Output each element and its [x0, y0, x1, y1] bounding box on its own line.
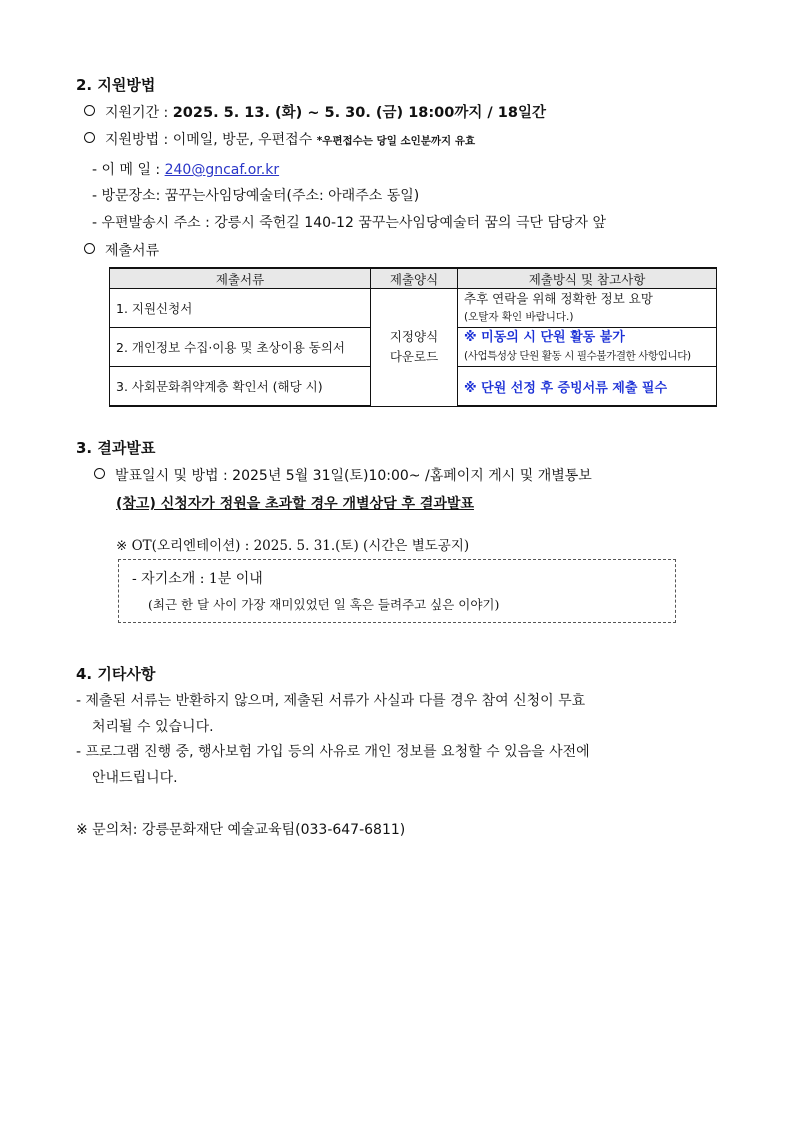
- announce-text: 발표일시 및 방법 : 2025년 5월 31일(토)10:00~ /홈페이지 게시 및 개별통보: [115, 468, 592, 484]
- format-cell: [371, 289, 458, 407]
- table-header: 제출양식: [371, 268, 458, 289]
- table-row: [110, 289, 717, 328]
- etc-item-cont: 안내드립니다.: [92, 770, 178, 786]
- mail-address: - 우편발송시 주소 : 강릉시 죽헌길 140-12 꿈꾸는사임당예술터 꿈의 극단 담당자 앞: [92, 215, 607, 231]
- section3-title: 3. 결과발표: [76, 439, 156, 457]
- etc-item-cont: 처리될 수 있습니다.: [92, 719, 214, 735]
- circle-bullet-icon: [84, 105, 95, 116]
- etc-item: - 제출된 서류는 반환하지 않으며, 제출된 서류가 사실과 다를 경우 참여 신청이 무효: [76, 693, 586, 709]
- format-line: 다운로드: [389, 349, 439, 365]
- doc-note: [458, 289, 717, 328]
- note-main: 추후 연락을 위해 정확한 정보 요망: [464, 291, 653, 306]
- period-value: 2025. 5. 13. (화) ~ 5. 30. (금) 18:00까지 / 18일간: [172, 105, 546, 121]
- doc-note: [458, 367, 717, 407]
- method-row: [84, 129, 475, 149]
- circle-bullet-icon: [94, 468, 105, 479]
- note-sub: (사업특성상 단원 활동 시 필수불가결한 사항입니다): [464, 350, 691, 362]
- email-row: [92, 159, 279, 179]
- doc-note: [458, 328, 717, 367]
- doc-name: 1. 지원신청서: [110, 289, 371, 328]
- etc-item: - 프로그램 진행 중, 행사보험 가입 등의 사유로 개인 정보를 요청할 수 있음을 사전에: [76, 744, 590, 760]
- table-header: 제출방식 및 참고사항: [458, 268, 717, 289]
- note-sub: (오탈자 확인 바랍니다.): [464, 311, 574, 323]
- doc-name: 3. 사회문화취약계층 확인서 (해당 시): [110, 367, 371, 407]
- circle-bullet-icon: [84, 243, 95, 254]
- section2-title: 2. 지원방법: [76, 76, 156, 94]
- announce-row: [94, 465, 592, 485]
- method-label: 지원방법 : 이메일, 방문, 우편접수: [105, 132, 313, 148]
- documents-table: [109, 267, 717, 407]
- ot-notice: ※ OT(오리엔테이션) : 2025. 5. 31.(토) (시간은 별도공지): [116, 538, 470, 554]
- format-line: 지정양식: [389, 329, 439, 345]
- intro-detail: (최근 한 달 사이 가장 재미있었던 일 혹은 들려주고 싶은 이야기): [148, 597, 500, 612]
- docs-row: [84, 240, 159, 260]
- period-label: 지원기간 :: [105, 105, 169, 121]
- period-row: [84, 101, 546, 122]
- email-label: - 이 메 일 :: [92, 162, 161, 178]
- section4-title: 4. 기타사항: [76, 665, 156, 683]
- method-note: *우편접수는 당일 소인분까지 유효: [316, 135, 476, 147]
- contact-info: ※ 문의처: 강릉문화재단 예술교육팀(033-647-6811): [76, 822, 406, 838]
- note-main: ※ 미동의 시 단원 활동 불가: [464, 330, 625, 345]
- email-link[interactable]: 240@gncaf.or.kr: [164, 162, 280, 178]
- visit-location: - 방문장소: 꿈꾸는사임당예술터(주소: 아래주소 동일): [92, 188, 420, 204]
- intro-line: - 자기소개 : 1분 이내: [132, 571, 263, 587]
- doc-name: 2. 개인정보 수집·이용 및 초상이용 동의서: [110, 328, 371, 367]
- table-header: 제출서류: [110, 268, 371, 289]
- note-main: ※ 단원 선정 후 증빙서류 제출 필수: [464, 380, 668, 396]
- docs-label: 제출서류: [105, 243, 160, 259]
- circle-bullet-icon: [84, 132, 95, 143]
- reference-note: (참고) 신청자가 정원을 초과할 경우 개별상담 후 결과발표: [116, 496, 474, 512]
